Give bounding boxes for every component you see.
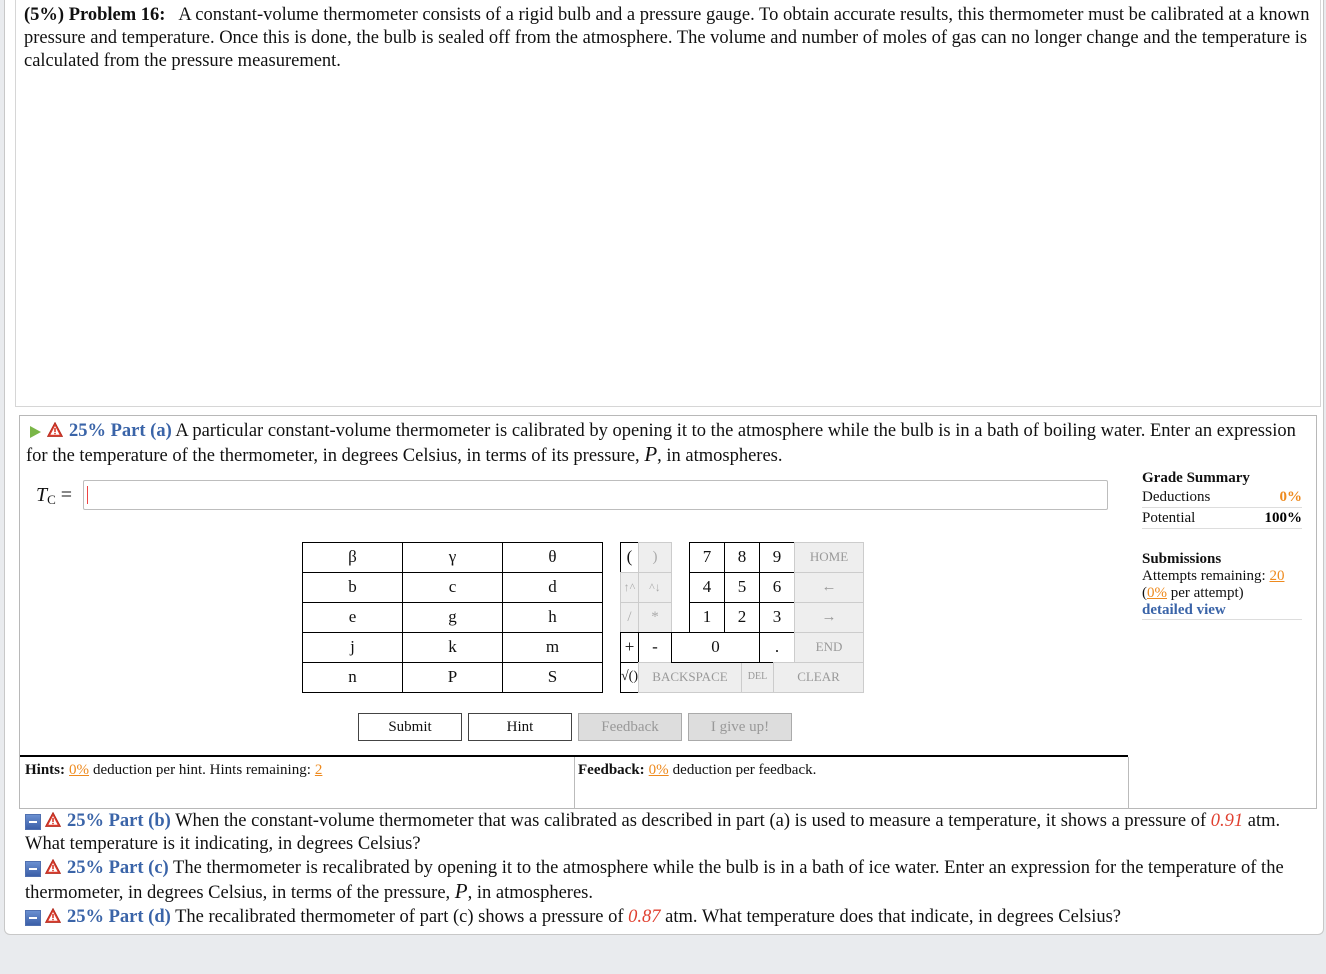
key-minus[interactable]: - xyxy=(638,632,672,663)
key-e[interactable]: e xyxy=(302,602,403,633)
attempts-label: Attempts remaining: xyxy=(1142,568,1266,584)
key-down[interactable]: ^↓ xyxy=(638,572,672,603)
divider xyxy=(1128,757,1129,809)
key-divide[interactable]: / xyxy=(620,602,639,633)
attempts-remaining xyxy=(1142,568,1302,585)
key-P[interactable]: P xyxy=(402,662,503,693)
key-beta[interactable]: β xyxy=(302,542,403,573)
hints-text: deduction per hint. Hints remaining: xyxy=(93,762,311,778)
grade-summary xyxy=(1142,470,1302,620)
part-d-label: 25% Part (d) xyxy=(67,907,171,927)
key-S[interactable]: S xyxy=(502,662,603,693)
text-caret xyxy=(87,486,88,504)
key-b[interactable]: b xyxy=(302,572,403,603)
key-g[interactable]: g xyxy=(402,602,503,633)
divider xyxy=(574,757,575,809)
part-b-value: 0.91 xyxy=(1210,811,1244,831)
submissions-title: Submissions xyxy=(1142,551,1222,567)
key-d[interactable]: d xyxy=(502,572,603,603)
detailed-view-link[interactable]: detailed view xyxy=(1142,602,1302,620)
key-multiply[interactable]: * xyxy=(638,602,672,633)
expand-arrow-icon[interactable] xyxy=(30,426,41,438)
key-h[interactable]: h xyxy=(502,602,603,633)
part-b-label: 25% Part (b) xyxy=(67,811,171,831)
part-d[interactable] xyxy=(25,906,1321,929)
key-right[interactable]: → xyxy=(794,602,864,633)
key-dot[interactable]: . xyxy=(759,632,795,663)
part-d-text2: atm. What temperature does that indicate, in degrees Celsius? xyxy=(665,907,1121,927)
warning-icon xyxy=(45,812,61,827)
key-6[interactable]: 6 xyxy=(759,572,795,603)
per-attempt: (0% per attempt) xyxy=(1142,585,1244,601)
key-j[interactable]: j xyxy=(302,632,403,663)
answer-equals: = xyxy=(60,484,73,506)
feedback-pct: 0% xyxy=(648,762,669,778)
part-c-label: 25% Part (c) xyxy=(67,858,169,878)
problem-container xyxy=(4,0,1324,935)
key-end[interactable]: END xyxy=(794,632,864,663)
part-a-header xyxy=(26,420,1306,468)
deductions-label: Deductions xyxy=(1142,489,1211,505)
per-attempt-value: 0% xyxy=(1147,585,1167,601)
key-k[interactable]: k xyxy=(402,632,503,663)
give-up-button[interactable]: I give up! xyxy=(688,713,792,741)
part-a-panel xyxy=(19,415,1317,809)
key-9[interactable]: 9 xyxy=(759,542,795,573)
key-gamma[interactable]: γ xyxy=(402,542,503,573)
potential-label: Potential xyxy=(1142,510,1196,526)
key-3[interactable]: 3 xyxy=(759,602,795,633)
key-n[interactable]: n xyxy=(302,662,403,693)
key-home[interactable]: HOME xyxy=(794,542,864,573)
key-m[interactable]: m xyxy=(502,632,603,663)
problem-text xyxy=(24,4,1314,73)
key-clear[interactable]: CLEAR xyxy=(773,662,864,693)
potential-value: 100% xyxy=(1264,510,1302,526)
problem-prefix: (5%) Problem 16: xyxy=(24,5,166,25)
key-theta[interactable]: θ xyxy=(502,542,603,573)
feedback-label: Feedback: xyxy=(578,762,645,778)
key-left[interactable]: ← xyxy=(794,572,864,603)
warning-icon xyxy=(45,908,61,923)
part-b-text2: atm. What temperature is it indicating, in degrees Celsius? xyxy=(25,811,1281,854)
key-4[interactable]: 4 xyxy=(689,572,725,603)
feedback-text: deduction per feedback. xyxy=(672,762,817,778)
deductions-row xyxy=(1142,487,1302,508)
submit-button[interactable]: Submit xyxy=(358,713,462,741)
problem-statement xyxy=(15,0,1321,407)
part-a-text2: , in atmospheres. xyxy=(657,446,783,466)
warning-icon xyxy=(45,859,61,874)
warning-icon xyxy=(47,422,63,437)
hints-info xyxy=(25,762,326,779)
collapsed-icon[interactable] xyxy=(25,861,41,877)
key-c[interactable]: c xyxy=(402,572,503,603)
collapsed-icon[interactable] xyxy=(25,910,41,926)
feedback-info xyxy=(578,762,816,779)
key-del[interactable]: DEL xyxy=(741,662,774,693)
part-a-text: A particular constant-volume thermometer is calibrated by opening it to the atmosphere while the bulb is in a bath of boiling water. Enter an expression for the temperature of the thermometer, in degrees Celsius, in terms of its pressure, xyxy=(26,421,1296,466)
hint-button[interactable]: Hint xyxy=(468,713,572,741)
key-paren-close[interactable]: ) xyxy=(638,542,672,573)
part-b[interactable] xyxy=(25,810,1321,856)
part-a-label: 25% Part (a) xyxy=(69,421,172,441)
attempts-value: 20 xyxy=(1269,568,1285,584)
part-c-var: P xyxy=(454,879,468,903)
per-attempt-label: per attempt) xyxy=(1170,585,1244,601)
hints-pct: 0% xyxy=(69,762,90,778)
collapsed-icon[interactable] xyxy=(25,814,41,830)
part-c-text: The thermometer is recalibrated by opening it to the atmosphere while the bulb is in a bath of ice water. Enter an expression for the temperature of the thermometer, in degrees Celsius, in terms of the pressure, xyxy=(25,858,1284,903)
key-up[interactable]: ↑^ xyxy=(620,572,639,603)
key-plus[interactable]: + xyxy=(620,632,639,663)
key-8[interactable]: 8 xyxy=(724,542,760,573)
hints-label: Hints: xyxy=(25,762,66,778)
key-1[interactable]: 1 xyxy=(689,602,725,633)
part-d-text: The recalibrated thermometer of part (c) shows a pressure of xyxy=(175,907,624,927)
key-7[interactable]: 7 xyxy=(689,542,725,573)
key-2[interactable]: 2 xyxy=(724,602,760,633)
potential-row xyxy=(1142,508,1302,529)
part-a-var: P xyxy=(644,442,658,466)
answer-label xyxy=(36,484,72,508)
part-c[interactable] xyxy=(25,857,1321,905)
key-0[interactable]: 0 xyxy=(671,632,760,663)
key-paren-open[interactable]: ( xyxy=(620,542,639,573)
part-c-text2: , in atmospheres. xyxy=(467,883,593,903)
hint-feedback-bar xyxy=(20,755,1128,809)
part-b-text: When the constant-volume thermometer that was calibrated as described in part (a) is used to measure a temperature, it shows a pressure of xyxy=(175,811,1207,831)
answer-input[interactable] xyxy=(83,480,1108,510)
hints-remaining: 2 xyxy=(314,762,323,778)
submissions xyxy=(1142,551,1302,620)
other-parts xyxy=(25,810,1321,929)
grade-summary-title: Grade Summary xyxy=(1142,470,1250,486)
key-backspace[interactable]: BACKSPACE xyxy=(638,662,742,693)
feedback-button[interactable]: Feedback xyxy=(578,713,682,741)
part-d-value: 0.87 xyxy=(628,907,661,927)
answer-sub: C xyxy=(47,492,56,507)
key-sqrt[interactable]: √() xyxy=(620,662,639,693)
answer-var: T xyxy=(36,484,48,506)
deductions-value: 0% xyxy=(1279,489,1302,505)
problem-body: A constant-volume thermometer consists of a rigid bulb and a pressure gauge. To obtain accurate results, this thermometer must be calibrated at a known pressure and temperature. Once this is done, the bulb is sealed off from the atmosphere. The volume and number of moles of gas can no longer change and the temperature is calculated from the pressure measurement. xyxy=(24,5,1310,71)
key-5[interactable]: 5 xyxy=(724,572,760,603)
